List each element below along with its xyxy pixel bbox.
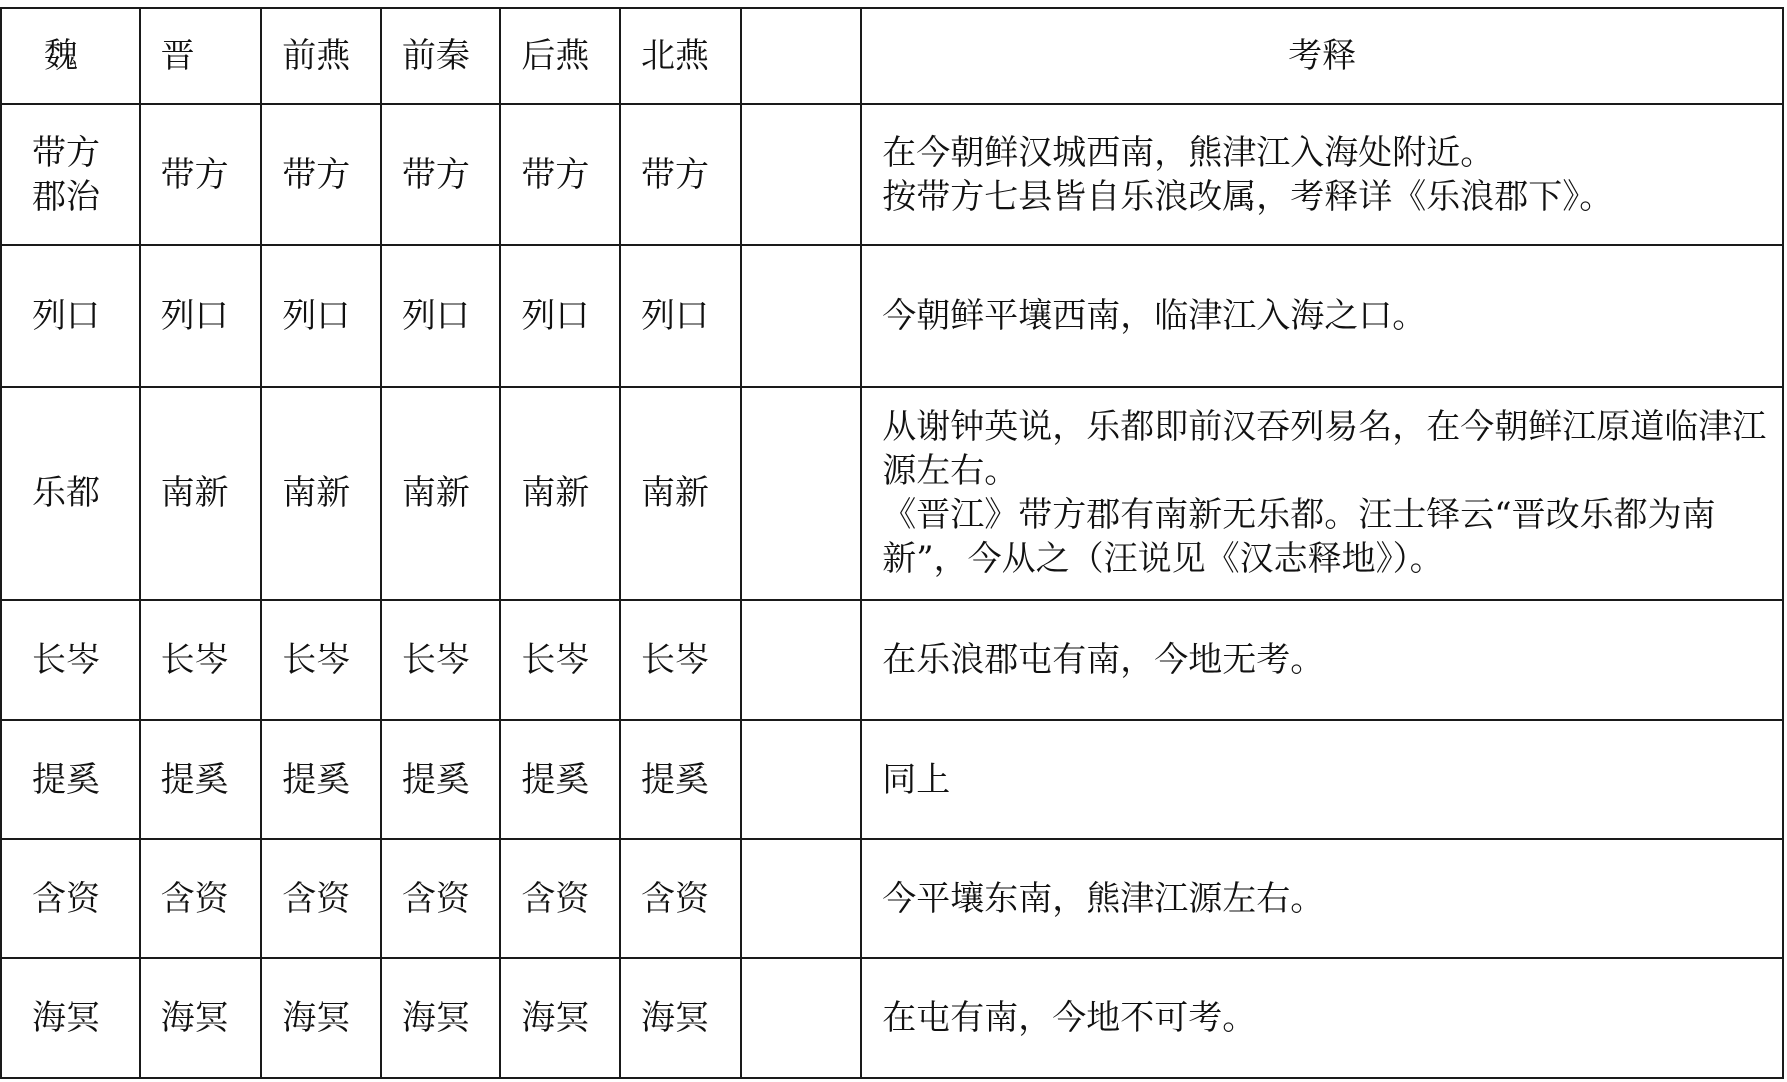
cell-jin-text: 列口 bbox=[160, 295, 229, 336]
cell-wei bbox=[1, 387, 140, 600]
cell-qianqin bbox=[381, 245, 501, 386]
cell-wei-text: 长岑 bbox=[32, 640, 100, 681]
cell-qianqin bbox=[381, 720, 501, 838]
cell-qianyan bbox=[261, 720, 381, 838]
header-qianyan bbox=[261, 8, 381, 104]
note-line: 同上 bbox=[882, 759, 951, 800]
cell-wei-text: 提奚 bbox=[32, 759, 100, 800]
cell-beiyan bbox=[620, 245, 741, 386]
cell-qianqin-text: 含资 bbox=[401, 878, 470, 919]
table-row bbox=[1, 720, 1783, 838]
cell-note bbox=[861, 600, 1783, 721]
cell-qianyan-text: 南新 bbox=[282, 473, 351, 514]
table-row bbox=[1, 839, 1783, 959]
cell-houyan-text: 长岑 bbox=[521, 640, 590, 681]
header-beiyan bbox=[620, 8, 741, 104]
cell-beiyan bbox=[620, 839, 741, 959]
cell-houyan bbox=[500, 839, 620, 959]
cell-beiyan-text: 带方 bbox=[640, 154, 709, 195]
cell-blank bbox=[741, 958, 862, 1078]
cell-beiyan bbox=[620, 600, 741, 721]
header-wei-label: 魏 bbox=[44, 36, 78, 76]
header-houyan bbox=[500, 8, 620, 104]
cell-beiyan bbox=[620, 720, 741, 838]
cell-wei-text: 含资 bbox=[32, 878, 100, 919]
cell-note bbox=[861, 958, 1783, 1078]
note-line: 今平壤东南，熊津江源左右。 bbox=[882, 878, 1325, 919]
cell-houyan-text: 含资 bbox=[521, 878, 590, 919]
cell-qianyan bbox=[261, 387, 381, 600]
header-note-label: 考释 bbox=[1288, 36, 1357, 76]
cell-wei-text: 列口 bbox=[32, 295, 100, 336]
cell-qianyan bbox=[261, 839, 381, 959]
table-row bbox=[1, 387, 1783, 600]
cell-jin-text: 海冥 bbox=[160, 998, 229, 1039]
cell-wei bbox=[1, 104, 140, 245]
cell-beiyan-text: 长岑 bbox=[640, 640, 709, 681]
county-gazetteer-table bbox=[0, 7, 1784, 1079]
cell-jin-text: 南新 bbox=[160, 473, 229, 514]
cell-wei-text: 带方郡治 bbox=[32, 132, 100, 217]
cell-blank bbox=[741, 387, 862, 600]
cell-houyan bbox=[500, 387, 620, 600]
table-row bbox=[1, 600, 1783, 721]
cell-jin-text: 长岑 bbox=[160, 640, 229, 681]
header-houyan-label: 后燕 bbox=[521, 36, 590, 76]
cell-houyan bbox=[500, 104, 620, 245]
cell-qianyan bbox=[261, 600, 381, 721]
note-line: 今朝鲜平壤西南，临津江入海之口。 bbox=[882, 295, 1427, 336]
cell-qianyan-text: 带方 bbox=[282, 154, 351, 195]
cell-qianyan-text: 海冥 bbox=[282, 998, 351, 1039]
cell-beiyan-text: 南新 bbox=[640, 473, 709, 514]
note-line: 在屯有南，今地不可考。 bbox=[882, 998, 1257, 1039]
cell-jin bbox=[140, 600, 262, 721]
cell-houyan bbox=[500, 245, 620, 386]
cell-jin bbox=[140, 720, 262, 838]
cell-blank bbox=[741, 839, 862, 959]
cell-wei bbox=[1, 600, 140, 721]
cell-note bbox=[861, 245, 1783, 386]
cell-note bbox=[861, 387, 1783, 600]
note-line: 《晋江》带方郡有南新无乐都。汪士铎云“晋改乐都为南新”，今从之（汪说见《汉志释地》）。 bbox=[882, 495, 1716, 580]
cell-qianqin-text: 列口 bbox=[401, 295, 470, 336]
header-qianyan-label: 前燕 bbox=[282, 36, 351, 76]
cell-beiyan bbox=[620, 387, 741, 600]
cell-jin-text: 含资 bbox=[160, 878, 229, 919]
cell-houyan-text: 提奚 bbox=[521, 759, 590, 800]
cell-qianyan bbox=[261, 245, 381, 386]
cell-blank bbox=[741, 720, 862, 838]
cell-qianqin-text: 海冥 bbox=[401, 998, 470, 1039]
cell-qianqin bbox=[381, 104, 501, 245]
cell-qianqin-text: 提奚 bbox=[401, 759, 470, 800]
cell-qianqin bbox=[381, 387, 501, 600]
cell-qianyan-text: 列口 bbox=[282, 295, 351, 336]
cell-beiyan bbox=[620, 104, 741, 245]
table-row bbox=[1, 245, 1783, 386]
cell-wei-text: 海冥 bbox=[32, 998, 100, 1039]
cell-qianyan-text: 提奚 bbox=[282, 759, 351, 800]
cell-note bbox=[861, 104, 1783, 245]
cell-jin bbox=[140, 104, 262, 245]
cell-houyan bbox=[500, 958, 620, 1078]
cell-qianqin bbox=[381, 839, 501, 959]
cell-houyan-text: 南新 bbox=[521, 473, 590, 514]
cell-jin-text: 提奚 bbox=[160, 759, 229, 800]
cell-qianyan-text: 含资 bbox=[282, 878, 351, 919]
cell-beiyan-text: 提奚 bbox=[640, 759, 709, 800]
cell-jin bbox=[140, 387, 262, 600]
note-line: 在今朝鲜汉城西南，熊津江入海处附近。 bbox=[882, 132, 1495, 173]
cell-qianyan bbox=[261, 958, 381, 1078]
header-jin-label: 晋 bbox=[160, 36, 195, 76]
cell-qianyan bbox=[261, 104, 381, 245]
cell-qianyan-text: 长岑 bbox=[282, 640, 351, 681]
cell-note bbox=[861, 720, 1783, 838]
cell-note bbox=[861, 839, 1783, 959]
cell-qianqin-text: 带方 bbox=[401, 154, 470, 195]
cell-wei bbox=[1, 839, 140, 959]
cell-qianqin-text: 长岑 bbox=[401, 640, 470, 681]
note-line: 按带方七县皆自乐浪改属，考释详《乐浪郡下》。 bbox=[882, 176, 1614, 217]
cell-houyan-text: 带方 bbox=[521, 154, 590, 195]
note-line: 从谢钟英说，乐都即前汉吞列易名，在今朝鲜江原道临津江源左右。 bbox=[882, 407, 1767, 492]
table-row bbox=[1, 958, 1783, 1078]
cell-houyan bbox=[500, 600, 620, 721]
cell-jin bbox=[140, 245, 262, 386]
cell-beiyan-text: 含资 bbox=[640, 878, 709, 919]
header-note bbox=[861, 8, 1783, 104]
header-row bbox=[1, 8, 1783, 104]
cell-houyan-text: 海冥 bbox=[521, 998, 590, 1039]
header-qianqin bbox=[381, 8, 501, 104]
cell-wei bbox=[1, 958, 140, 1078]
cell-beiyan-text: 海冥 bbox=[640, 998, 709, 1039]
table-row bbox=[1, 104, 1783, 245]
header-blank bbox=[741, 8, 862, 104]
header-qianqin-label: 前秦 bbox=[401, 36, 470, 76]
cell-jin bbox=[140, 958, 262, 1078]
cell-wei-text: 乐都 bbox=[32, 473, 100, 514]
cell-wei bbox=[1, 720, 140, 838]
cell-qianqin bbox=[381, 958, 501, 1078]
cell-beiyan-text: 列口 bbox=[640, 295, 709, 336]
header-wei bbox=[1, 8, 140, 104]
note-line: 在乐浪郡屯有南，今地无考。 bbox=[882, 640, 1325, 681]
cell-qianqin-text: 南新 bbox=[401, 473, 470, 514]
cell-houyan bbox=[500, 720, 620, 838]
page-top-margin bbox=[0, 0, 1787, 7]
cell-jin-text: 带方 bbox=[160, 154, 229, 195]
header-beiyan-label: 北燕 bbox=[640, 36, 709, 76]
cell-wei bbox=[1, 245, 140, 386]
cell-blank bbox=[741, 245, 862, 386]
cell-qianqin bbox=[381, 600, 501, 721]
cell-blank bbox=[741, 600, 862, 721]
cell-blank bbox=[741, 104, 862, 245]
header-jin bbox=[140, 8, 262, 104]
cell-beiyan bbox=[620, 958, 741, 1078]
cell-houyan-text: 列口 bbox=[521, 295, 590, 336]
cell-jin bbox=[140, 839, 262, 959]
